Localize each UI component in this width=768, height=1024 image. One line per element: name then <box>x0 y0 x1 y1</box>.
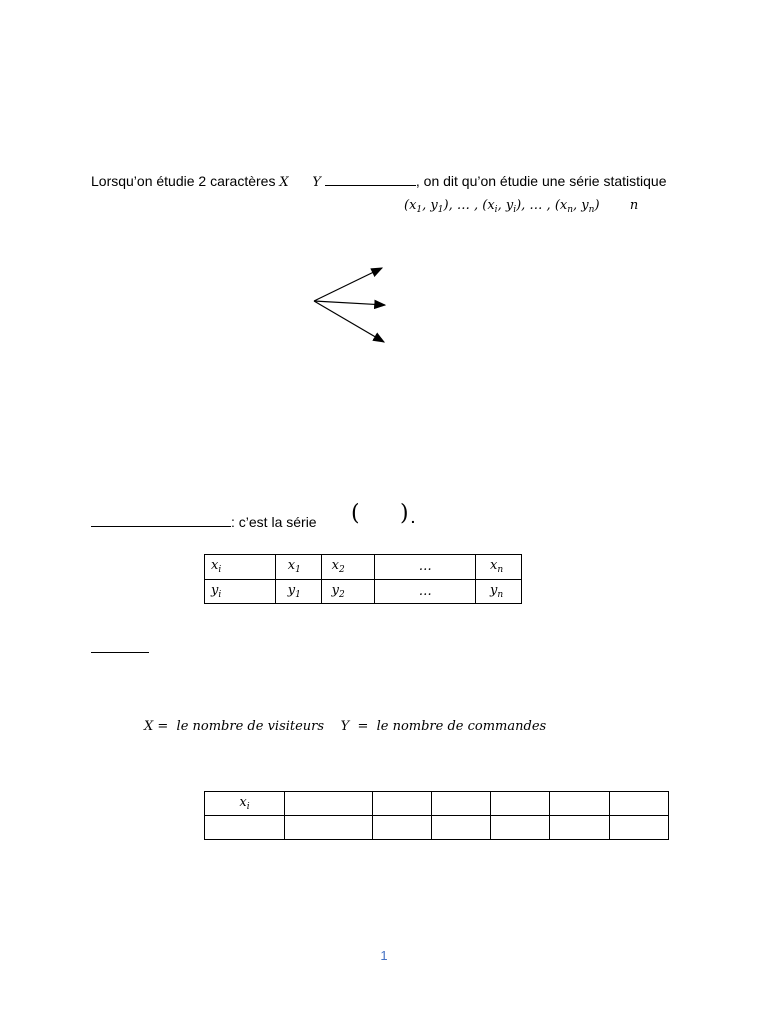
blank-intro <box>325 173 416 186</box>
definition-trailing: . <box>411 510 415 526</box>
cell-example-xi: $x_i$ <box>205 792 285 816</box>
cell-y2: $y_2$ <box>321 579 375 604</box>
paren-open: ( <box>351 501 360 526</box>
paren-close: ) <box>400 501 409 526</box>
intro-text-after: , on dit qu’on étudie une série statistique <box>415 173 667 189</box>
cell-yi: $y_i$ <box>205 579 276 604</box>
cell-y-ellipsis: … <box>375 579 476 604</box>
cell-x1: $x_1$ <box>275 555 321 580</box>
blank-heading <box>91 640 149 653</box>
example-table-row-2 <box>205 816 669 840</box>
cell-x2: $x_2$ <box>321 555 375 580</box>
arrow-diagram <box>300 255 410 355</box>
example-table <box>204 791 669 840</box>
intro-sentence <box>91 173 667 190</box>
variable-x: X <box>279 175 289 190</box>
arrow-middle <box>314 301 385 305</box>
cell-y1: $y_1$ <box>275 579 321 604</box>
series-table-row-y <box>205 579 522 604</box>
page-number: 1 <box>380 948 388 963</box>
arrow-up <box>314 268 382 301</box>
blank-definition <box>91 512 231 527</box>
cell-x-ellipsis: … <box>375 555 476 580</box>
cell-yn: $y_n$ <box>476 579 522 604</box>
series-table-row-x <box>205 555 522 580</box>
cell-xi: $x_i$ <box>205 555 276 580</box>
n-symbol: n <box>629 198 639 213</box>
example-table-row-1 <box>205 792 669 816</box>
cell-xn: $x_n$ <box>476 555 522 580</box>
definition-line <box>91 512 317 530</box>
arrow-down <box>314 301 384 342</box>
example-formula: X = le nombre de visiteurs Y = le nombre de commandes <box>144 719 547 734</box>
definition-label: : c’est la série <box>231 514 317 530</box>
intro-text-before: Lorsqu’on étudie 2 caractères <box>91 173 280 189</box>
variable-y: Y <box>312 175 321 190</box>
series-formula: ($x_1$, $y_1$), … , ($x_i$, $y_i$), … , ($x_n$, $y_n$) n <box>404 198 639 215</box>
series-table <box>204 554 522 604</box>
